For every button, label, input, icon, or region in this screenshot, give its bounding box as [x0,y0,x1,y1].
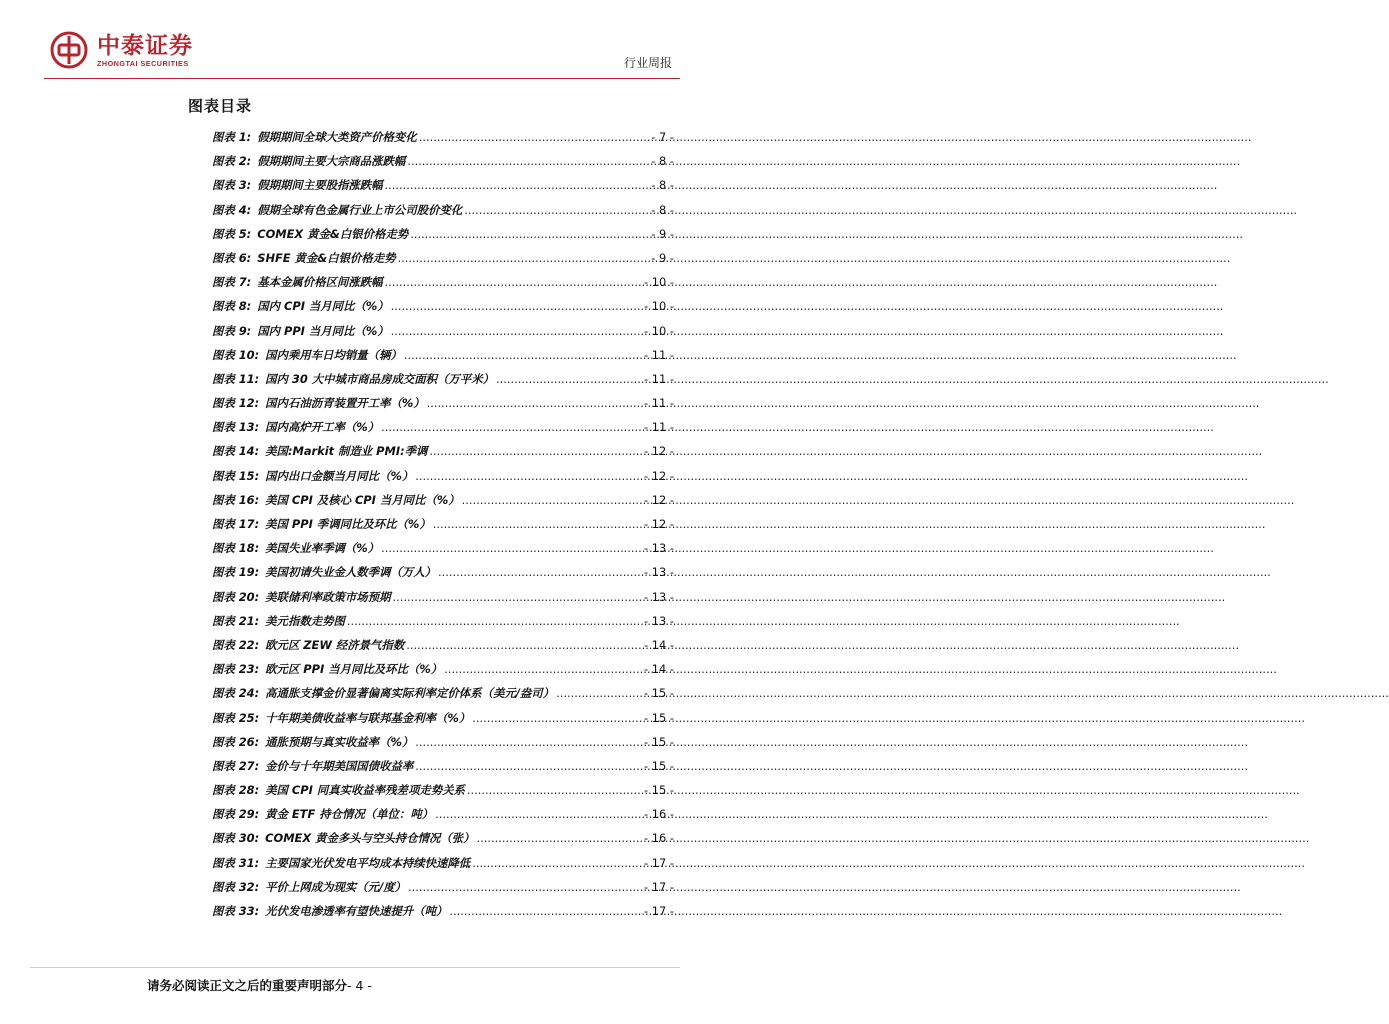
toc-entry-leader [472,711,642,725]
toc-entry-page: - 17 - [644,879,674,894]
toc-entry-page: - 12 - [644,492,674,507]
toc-entry-title: 假期期间主要大宗商品涨跌幅 [257,154,406,169]
footer [147,976,372,994]
toc-entry-page: - 15 - [644,758,674,773]
toc-entry-label: 图表 27: [212,758,260,773]
toc-entry-page: - 16 - [644,807,674,822]
toc-entry-page: - 9 - [651,250,674,265]
toc-entry-label: 图表 18: [212,541,260,556]
toc-entry-title: 美国:Markit 制造业 PMI:季调 [265,444,428,459]
toc-entry-title: 国内 30 大中城市商品房成交面积（万平米） [265,371,494,386]
toc-entry-title: SHFE 黄金&白银价格走势 [257,250,396,265]
toc-entry-title: 高通胀支撑金价显著偏离实际利率定价体系（美元/盎司） [265,686,555,701]
toc-entry[interactable] [212,782,674,806]
logo-chinese-name: 中泰证券 [97,32,193,59]
toc-entry-leader [398,251,650,265]
toc-entry-page: - 13 - [644,541,674,556]
toc-entry-leader [444,662,642,676]
toc-entry-page: - 14 - [644,662,674,677]
toc-entry[interactable] [212,903,674,927]
toc-entry-page: - 14 - [644,637,674,652]
toc-entry-title: 国内石油沥青装置开工率（%） [265,396,425,411]
toc-entry-title: 通胀预期与真实收益率（%） [265,734,414,749]
toc-entry-leader [415,759,642,773]
toc-entry-leader [472,856,642,870]
toc-entry-label: 图表 3: [212,178,252,193]
toc-entry-label: 图表 16: [212,492,260,507]
toc-entry-title: 欧元区 ZEW 经济景气指数 [265,637,405,652]
toc-entry[interactable] [212,226,674,250]
toc-entry[interactable] [212,250,674,274]
toc-entry[interactable] [212,202,674,226]
toc-entry[interactable] [212,516,674,540]
toc-entry-title: 主要国家光伏发电平均成本持续快速降低 [265,855,471,870]
toc-entry-leader [406,638,642,652]
toc-entry[interactable] [212,443,674,467]
toc-entry-label: 图表 25: [212,710,260,725]
toc-entry-title: 国内高炉开工率（%） [265,420,380,435]
toc-entry-label: 图表 28: [212,783,260,798]
toc-entry-label: 图表 20: [212,589,260,604]
toc-entry[interactable] [212,734,674,758]
toc-entry-leader [496,372,642,386]
toc-entry-page: - 11 - [644,420,674,435]
toc-entry-leader [419,130,650,144]
toc-entry-page: - 15 - [644,686,674,701]
toc-entry-label: 图表 15: [212,468,260,483]
toc-entry[interactable] [212,637,674,661]
toc-entry-label: 图表 24: [212,686,260,701]
zhongtai-logo-icon [49,30,89,70]
toc-entry-label: 图表 9: [212,323,252,338]
footer-disclaimer: 请务必阅读正文之后的重要声明部分 [147,978,348,993]
toc-entry-leader [385,275,642,289]
toc-entry-page: - 10 - [644,299,674,314]
toc-entry-label: 图表 17: [212,517,260,531]
toc-entry-leader [477,831,642,845]
toc-entry-page: - 17 - [644,855,674,870]
report-type-label: 行业周报 [623,56,672,70]
toc-entry-page: - 15 - [644,710,674,725]
toc-entry[interactable] [212,395,674,419]
toc-entry-title: 国内出口金额当月同比（%） [265,468,414,483]
toc-entry-page: - 12 - [644,468,674,483]
toc-entry-leader [449,904,642,918]
toc-entry-page: - 11 - [644,396,674,411]
toc-entry-leader [410,227,649,241]
toc-entry-page: - 9 - [651,226,674,241]
toc-entry[interactable] [212,613,674,637]
toc-entry-leader [391,324,642,338]
toc-entry[interactable] [212,177,674,201]
toc-entry-label: 图表 8: [212,299,252,314]
toc-entry-title: 黄金 ETF 持仓情况（单位：吨） [265,807,434,822]
toc-entry[interactable] [212,879,674,903]
toc-entry[interactable] [212,153,674,177]
toc-entry-leader [415,469,642,483]
toc-entry-leader [404,348,642,362]
toc-entry-leader [347,614,642,628]
toc-entry[interactable] [212,758,674,782]
toc-entry-title: 美国 CPI 同真实收益率残差项走势关系 [265,783,465,798]
toc-entry-label: 图表 26: [212,734,260,749]
toc-entry[interactable] [212,589,674,613]
toc-entry-label: 图表 23: [212,662,260,677]
toc-entry[interactable] [212,661,674,685]
toc-entry-leader [462,493,642,507]
toc-entry-label: 图表 10: [212,347,260,362]
toc-entry[interactable] [212,710,674,734]
toc-entry[interactable] [212,419,674,443]
toc-entry-label: 图表 29: [212,807,260,822]
toc-entry-leader [467,783,642,797]
company-logo [49,27,193,73]
toc-entry-leader [433,517,642,531]
toc-entry[interactable] [212,323,674,347]
toc-list [212,129,674,927]
toc-entry-leader [381,541,642,555]
toc-entry-label: 图表 2: [212,154,252,169]
toc-entry-title: COMEX 黄金&白银价格走势 [257,226,409,241]
toc-entry-title: 美联储利率政策市场预期 [265,589,391,604]
toc-entry-page: - 10 - [644,323,674,338]
toc-entry-leader [385,178,650,192]
toc-entry-title: 美国初请失业金人数季调（万人） [265,565,437,580]
toc-entry-label: 图表 4: [212,202,252,217]
toc-entry[interactable] [212,685,674,709]
toc-entry-page: - 13 - [644,613,674,628]
toc-entry-leader [392,590,642,604]
toc-entry-page: - 7 - [651,130,674,144]
toc-entry-title: COMEX 黄金多头与空头持仓情况（张） [265,831,475,846]
toc-entry-page: - 16 - [644,831,674,846]
footer-page-number: - 4 - [347,978,372,993]
toc-entry-title: 国内 PPI 当月同比（%） [257,323,389,338]
toc-entry-page: - 10 - [644,275,674,290]
toc-entry-title: 假期期间全球大类资产价格变化 [257,130,417,144]
toc-entry-page: - 8 - [651,178,674,193]
toc-entry-label: 图表 12: [212,396,260,411]
toc-entry-label: 图表 13: [212,420,260,435]
toc-entry[interactable] [212,298,674,322]
toc-entry-page: - 12 - [644,444,674,459]
toc-entry-label: 图表 21: [212,613,260,628]
toc-entry[interactable] [212,492,674,516]
toc-entry-page: - 17 - [644,904,674,918]
toc-entry-label: 图表 7: [212,275,252,290]
toc-entry-title: 国内 CPI 当月同比（%） [257,299,389,314]
header-divider [44,78,680,79]
toc-entry-leader [464,203,649,217]
toc-entry[interactable] [212,806,674,830]
toc-entry-label: 图表 1: [212,130,252,144]
toc-entry-page: - 11 - [644,347,674,362]
toc-entry-page: - 12 - [644,517,674,531]
toc-entry-label: 图表 22: [212,637,260,652]
footer-divider [30,967,680,968]
toc-entry-title: 欧元区 PPI 当月同比及环比（%） [265,662,443,677]
toc-entry[interactable] [212,129,674,153]
toc-entry-page: - 11 - [644,371,674,386]
toc-entry-title: 国内乘用车日均销量（辆） [265,347,402,362]
toc-entry-label: 图表 14: [212,444,260,459]
toc-entry-title: 光伏发电渗透率有望快速提升（吨） [265,904,448,918]
toc-entry-leader [381,420,642,434]
logo-english-name: ZHONGTAI SECURITIES [97,58,189,68]
toc-entry-page: - 13 - [644,589,674,604]
toc-entry[interactable] [212,347,674,371]
toc-entry-leader [556,686,642,700]
toc-entry-title: 美国 PPI 季调同比及环比（%） [265,517,431,531]
toc-entry-label: 图表 33: [212,904,260,918]
toc-entry-page: - 8 - [651,154,674,169]
toc-entry-label: 图表 31: [212,855,260,870]
toc-title: 图表目录 [188,97,253,115]
toc-entry-leader [427,396,642,410]
toc-entry-page: - 15 - [644,783,674,798]
toc-entry-title: 美元指数走势图 [265,613,345,628]
toc-entry-page: - 15 - [644,734,674,749]
toc-entry-leader [391,299,642,313]
toc-entry-title: 假期期间主要股指涨跌幅 [257,178,383,193]
toc-entry-label: 图表 32: [212,879,260,894]
toc-entry-page: - 13 - [644,565,674,580]
toc-entry[interactable] [212,468,674,492]
toc-entry-label: 图表 19: [212,565,260,580]
toc-entry[interactable] [212,274,674,298]
toc-entry-leader [407,154,649,168]
toc-entry-leader [435,807,642,821]
toc-entry-title: 假期全球有色金属行业上市公司股价变化 [257,202,463,217]
toc-entry-label: 图表 11: [212,371,260,386]
toc-entry-title: 美国失业率季调（%） [265,541,380,556]
toc-entry[interactable] [212,540,674,564]
toc-entry-leader [408,880,642,894]
toc-entry-leader [415,735,642,749]
toc-entry[interactable] [212,855,674,879]
toc-entry-page: - 8 - [651,202,674,217]
toc-entry[interactable] [212,371,674,395]
toc-entry-leader [438,565,642,579]
toc-entry-label: 图表 6: [212,250,252,265]
toc-entry-label: 图表 30: [212,831,260,846]
toc-entry-title: 基本金属价格区间涨跌幅 [257,275,383,290]
toc-entry-label: 图表 5: [212,226,252,241]
toc-entry-leader [429,444,642,458]
toc-entry[interactable] [212,830,674,854]
toc-entry-title: 美国 CPI 及核心 CPI 当月同比（%） [265,492,460,507]
toc-entry-title: 金价与十年期美国国债收益率 [265,758,414,773]
toc-entry-title: 平价上网成为现实（元/度） [265,879,407,894]
toc-entry[interactable] [212,564,674,588]
toc-entry-title: 十年期美债收益率与联邦基金利率（%） [265,710,471,725]
